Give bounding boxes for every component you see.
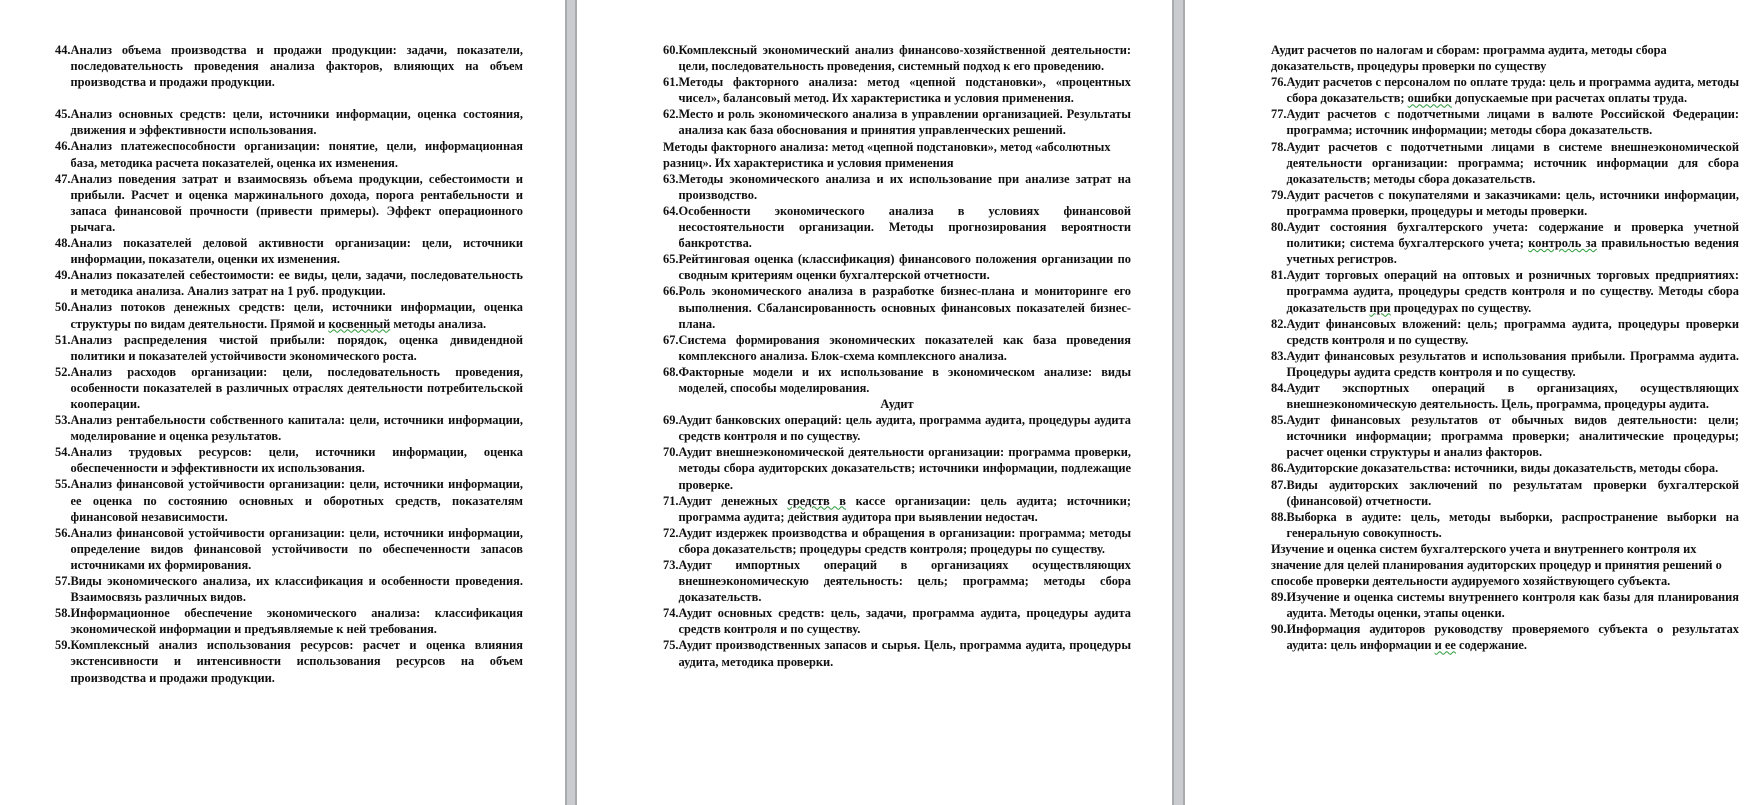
list-item: 53. Анализ рентабельности собственного капитала: цели, источники информации, моделирование и оценка результатов. (55, 413, 523, 444)
list-item: 56. Анализ финансовой устойчивости организации: цели, источники информации, определение видов финансовой устойчивости по обеспеченности запасов источниками их формирования. (55, 525, 523, 572)
grammar-mark: средств в (787, 493, 846, 508)
list-item: 90. Информация аудиторов руководству проверяемого субъекта о результатах аудита: цель информации и ее содержание. (1271, 622, 1739, 653)
list-item: 44. Анализ объема производства и продажи продукции: задачи, показатели, последовательность проведения анализа факторов, влияющих на объем производства и продажи продукции. (55, 43, 523, 90)
list-item: 69. Аудит банковских операций: цель аудита, программа аудита, процедуры аудита средств контроля и по существу. (663, 413, 1131, 444)
grammar-mark: косвенный (328, 316, 391, 331)
list-item: 86. Аудиторские доказательства: источники, виды доказательств, методы сбора. (1271, 461, 1719, 476)
list-item: 57. Виды экономического анализа, их классификация и особенности проведения. Взаимосвязь различных видов. (55, 574, 523, 605)
paragraph: Изучение и оценка систем бухгалтерского учета и внутреннего контроля их значение для целей планирования аудиторских процедур и принятия решений о способе проверки деятельности аудируемого хозяйствующего субъекта. (1271, 541, 1722, 589)
list-item: 50. Анализ потоков денежных средств: цели, источники информации, оценка структуры по видам деятельности. Прямой и косвенный методы анализа. (55, 300, 523, 331)
list-item: 74. Аудит основных средств: цель, задачи, программа аудита, процедуры аудита средств контроля и по существу. (663, 606, 1131, 637)
list-item: 78. Аудит расчетов с подотчетными лицами в системе внешнеэкономической деятельности организации: программа; источник информации для сбора доказательств; методы сбора доказательств. (1271, 139, 1739, 186)
list-item: 51. Анализ распределения чистой прибыли: порядок, оценка дивидендной политики и показателей устойчивости экономического роста. (55, 332, 523, 363)
list-item: 81. Аудит торговых операций на оптовых и розничных торговых предприятиях: программа аудита, процедуры средств контроля и по существу. Методы сбора доказательств при процедурах по существу. (1271, 268, 1739, 315)
grammar-mark: ошибки (1407, 91, 1452, 106)
list-item: 85. Аудит финансовых результатов от обычных видов деятельности: цели; источники информации; программа проверки; аналитические процедуры; расчет оценки структуры и анализ факторов. (1271, 413, 1739, 460)
list-item: 46. Анализ платежеспособности организации: понятие, цели, информационная база, методика расчета показателей, оценка их изменения. (55, 139, 523, 170)
list-item: 82. Аудит финансовых вложений: цель; программа аудита, процедуры проверки средств контроля и по существу. (1271, 316, 1739, 347)
page-2 (577, 0, 1172, 805)
page-1 (0, 0, 565, 805)
list-item: 71. Аудит денежных средств в кассе организации: цель аудита; источники; программа аудита; действия аудитора при выявлении недостач. (663, 493, 1131, 524)
list-item: 72. Аудит издержек производства и обращения в организации: программа; методы сбора доказательств; процедуры средств контроля; процедуры по существу. (663, 525, 1131, 556)
list-item: 77. Аудит расчетов с подотчетными лицами в валюте Российской Федерации: программа; источник информации; методы сбора доказательств. (1271, 107, 1739, 138)
list-item: 55. Анализ финансовой устойчивости организации: цели, источники информации, ее оценка по состоянию основных и оборотных средств, показателям финансовой независимости. (55, 477, 523, 524)
list-item: 65. Рейтинговая оценка (классификация) финансового положения организации по сводным критериям оценки бухгалтерской отчетности. (663, 252, 1131, 283)
list-item: 45. Анализ основных средств: цели, источники информации, оценка состояния, движения и эффективности использования. (55, 107, 523, 138)
page-3 (1185, 0, 1762, 805)
list-item: 73. Аудит импортных операций в организациях осуществляющих внешнеэкономическую деятельность: цель; программа; методы сбора доказательств. (663, 558, 1131, 605)
grammar-mark: контроль за (1528, 236, 1597, 251)
list-item: 60. Комплексный экономический анализ финансово-хозяйственной деятельности: цели, последовательность проведения, системный подход к его проведению. (663, 43, 1131, 74)
list-item: 62. Место и роль экономического анализа в управлении организацией. Результаты анализа как база обоснования и принятия управленческих решений. (663, 107, 1131, 138)
list-item: 63. Методы экономического анализа и их использование при анализе затрат на производство. (663, 171, 1131, 202)
list-item: 80. Аудит состояния бухгалтерского учета: содержание и проверка учетной политики; система бухгалтерского учета; контроль за правильностью ведения учетных регистров. (1271, 220, 1739, 267)
list-item: 61. Методы факторного анализа: метод «цепной подстановки», «процентных чисел», балансовый метод. Их характеристика и условия применения. (663, 75, 1131, 106)
list-item: 47. Анализ поведения затрат и взаимосвязь объема продукции, себестоимости и прибыли. Расчет и оценка маржинального дохода, порога рентабельности и запаса финансовой прочности (привести примеры). Эффект операционного рычага. (55, 171, 523, 234)
list-item: 58. Информационное обеспечение экономического анализа: классификация экономической информации и предъявляемые к ней требования. (55, 606, 523, 637)
page-1-text (55, 42, 523, 686)
list-item: 76. Аудит расчетов с персоналом по оплате труда: цель и программа аудита, методы сбора доказательств; ошибки допускаемые при расчетах оплаты труда. (1271, 75, 1739, 106)
list-item: 87. Виды аудиторских заключений по результатам проверки бухгалтерской (финансовой) отчетности. (1271, 477, 1739, 508)
list-item: 54. Анализ трудовых ресурсов: цели, источники информации, оценка обеспеченности и эффективности их использования. (55, 445, 523, 476)
list-item: 68. Факторные модели и их использование в экономическом анализе: виды моделей, способы моделирования. (663, 364, 1131, 395)
paragraph: Аудит расчетов по налогам и сборам: программа аудита, методы сбора доказательств, процедуры проверки по существу (1271, 43, 1667, 74)
list-item: 89. Изучение и оценка системы внутреннего контроля как базы для планирования аудита. Методы оценки, этапы оценки. (1271, 590, 1739, 621)
page-separator (1172, 0, 1185, 805)
list-item: 79. Аудит расчетов с покупателями и заказчиками: цель, источники информации, программа проверки, процедуры и методы проверки. (1271, 187, 1739, 218)
list-item: 83. Аудит финансовых результатов и использования прибыли. Программа аудита. Процедуры аудита средств контроля и по существу. (1271, 348, 1739, 379)
list-item: 48. Анализ показателей деловой активности организации: цели, источники информации, показатели, оценки их изменения. (55, 236, 523, 267)
grammar-mark: при (1369, 300, 1391, 315)
list-item: 59. Комплексный анализ использования ресурсов: расчет и оценка влияния экстенсивности и интенсивности использования ресурсов на объем производства и продажи продукции. (55, 638, 523, 685)
section-heading: Аудит (880, 397, 914, 412)
list-item: 70. Аудит внешнеэкономической деятельности организации: программа проверки, методы сбора аудиторских доказательств; источники информации, подлежащие проверке. (663, 445, 1131, 492)
list-item: 84. Аудит экспортных операций в организациях, осуществляющих внешнеэкономическую деятельность. Цель, программа, процедуры аудита. (1271, 380, 1739, 412)
list-item: 67. Система формирования экономических показателей как база проведения комплексного анализа. Блок-схема комплексного анализа. (663, 332, 1131, 363)
list-item: 49. Анализ показателей себестоимости: ее виды, цели, задачи, последовательность и методика анализа. Анализ затрат на 1 руб. продукции. (55, 268, 523, 299)
page-separator (565, 0, 577, 805)
page-2-text (663, 42, 1131, 670)
list-item: 75. Аудит производственных запасов и сырья. Цель, программа аудита, процедуры аудита, методика проверки. (663, 638, 1131, 669)
paragraph: Методы факторного анализа: метод «цепной подстановки», метод «абсолютных разниц». Их характеристика и условия применения (663, 139, 1111, 170)
list-item: 88. Выборка в аудите: цель, методы выборки, распространение выборки на генеральную совокупность. (1271, 509, 1739, 540)
page-3-text (1271, 42, 1739, 654)
list-item: 64. Особенности экономического анализа в условиях финансовой несостоятельности организации. Методы прогнозирования вероятности банкротства. (663, 203, 1131, 251)
list-item: 52. Анализ расходов организации: цели, последовательность проведения, особенности показателей в различных отраслях деятельности потребительской кооперации. (55, 364, 523, 411)
list-item: 66. Роль экономического анализа в разработке бизнес-плана и мониторинге его выполнения. Сбалансированность основных финансовых показателей бизнес-плана. (663, 284, 1131, 331)
grammar-mark: и ее (1434, 638, 1456, 653)
